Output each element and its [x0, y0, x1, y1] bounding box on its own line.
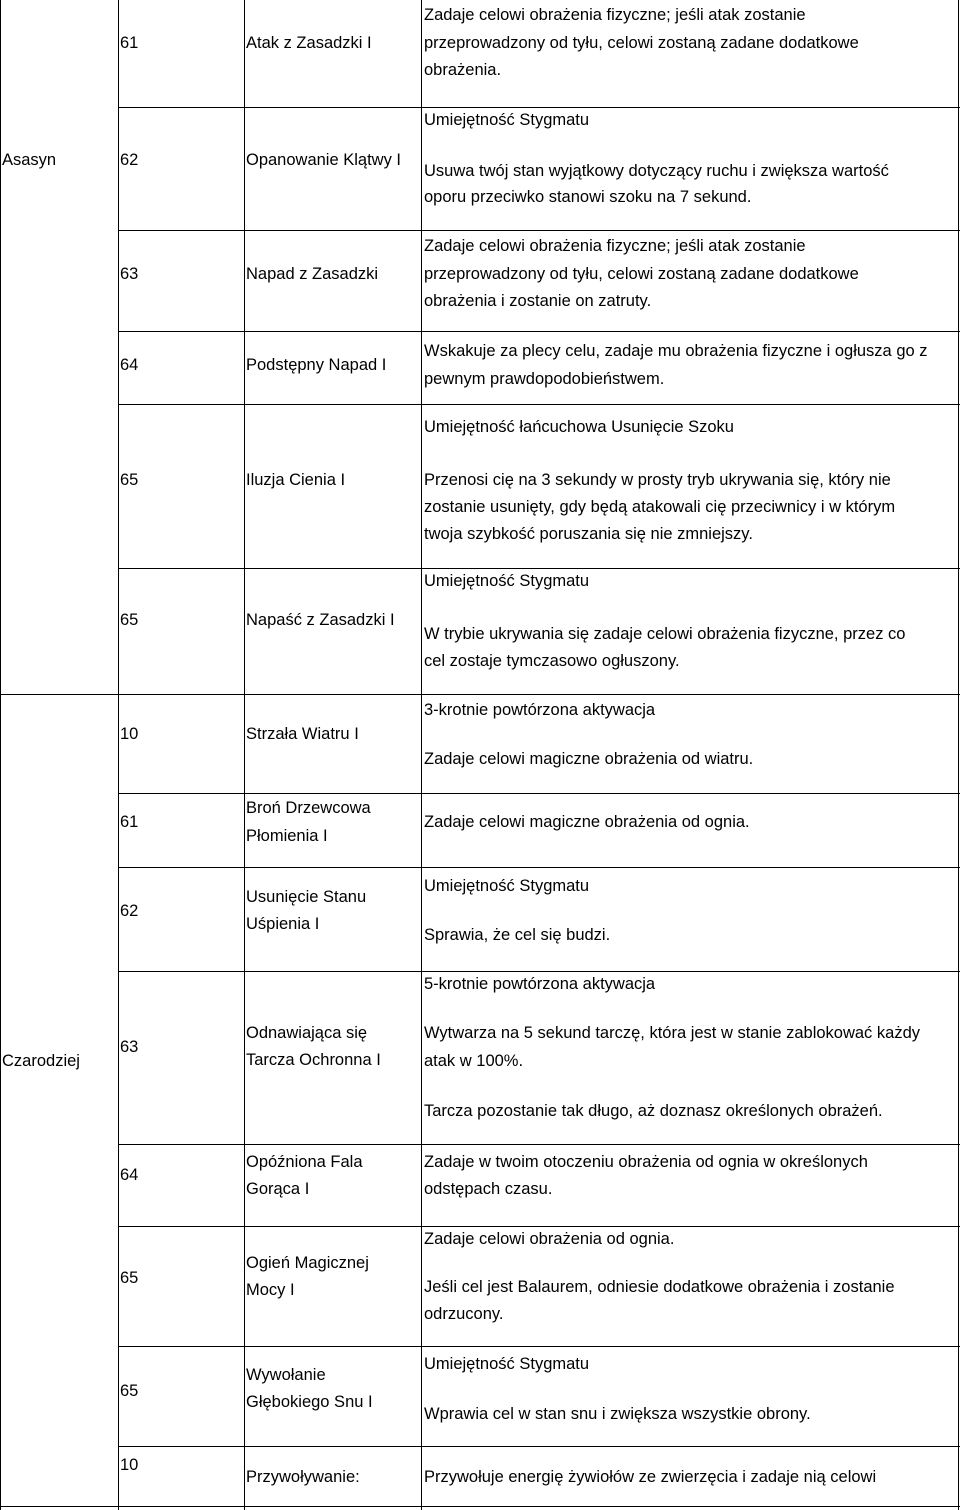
- table-bottom-border: [0, 1506, 960, 1507]
- skill-name: Opóźniona Fala: [246, 1153, 363, 1171]
- skill-name: Iluzja Cienia I: [246, 471, 346, 489]
- class-divider: [0, 694, 120, 695]
- skill-description: Sprawia, że cel się budzi.: [424, 926, 611, 944]
- level-cell: 65: [120, 1269, 139, 1287]
- level-cell: 65: [120, 471, 139, 489]
- skill-name: Tarcza Ochronna I: [246, 1051, 381, 1069]
- skill-name: Atak z Zasadzki I: [246, 34, 372, 52]
- skill-description: pewnym prawdopodobieństwem.: [424, 370, 665, 388]
- skill-name: Broń Drzewcowa: [246, 799, 371, 817]
- skill-name: Ogień Magicznej: [246, 1254, 369, 1272]
- level-cell: 64: [120, 1166, 139, 1184]
- table-left-border: [0, 0, 1, 1510]
- skill-name: Płomienia I: [246, 827, 328, 845]
- skill-description: 5-krotnie powtórzona aktywacja: [424, 975, 656, 993]
- skill-description: Przenosi cię na 3 sekundy w prosty tryb ukrywania się, który nie: [424, 471, 891, 489]
- level-cell: 61: [120, 34, 139, 52]
- skill-description: Umiejętność Stygmatu: [424, 572, 590, 590]
- skill-description: 3-krotnie powtórzona aktywacja: [424, 701, 656, 719]
- table-right-border: [958, 0, 959, 1510]
- skill-name: Napad z Zasadzki: [246, 265, 379, 283]
- skill-description: Wytwarza na 5 sekund tarczę, która jest w stanie zablokować każdy: [424, 1024, 920, 1042]
- skill-name: Wywołanie: [246, 1366, 326, 1384]
- level-cell: 63: [120, 265, 139, 283]
- skill-description: oporu przeciwko stanowi szoku na 7 sekund.: [424, 188, 752, 206]
- column-divider: [244, 0, 245, 1510]
- level-cell: 63: [120, 1038, 139, 1056]
- skill-name: Mocy I: [246, 1281, 295, 1299]
- skill-description: Zadaje w twoim otoczeniu obrażenia od ognia w określonych: [424, 1153, 868, 1171]
- skill-description: Wskakuje za plecy celu, zadaje mu obrażenia fizyczne i ogłusza go z: [424, 342, 928, 360]
- skill-description: Umiejętność Stygmatu: [424, 111, 590, 129]
- skill-name: Przywoływanie:: [246, 1468, 360, 1486]
- level-cell: 64: [120, 356, 139, 374]
- column-divider: [421, 0, 422, 1510]
- skill-name: Głębokiego Snu I: [246, 1393, 373, 1411]
- skill-description: W trybie ukrywania się zadaje celowi obrażenia fizyczne, przez co: [424, 625, 906, 643]
- skill-description: Zadaje celowi magiczne obrażenia od ognia.: [424, 813, 750, 831]
- skill-name: Podstępny Napad I: [246, 356, 387, 374]
- column-divider: [118, 0, 119, 1510]
- skill-description: przeprowadzony od tyłu, celowi zostaną zadane dodatkowe: [424, 265, 859, 283]
- class-name: Asasyn: [2, 151, 57, 169]
- level-cell: 61: [120, 813, 139, 831]
- class-name: Czarodziej: [2, 1052, 80, 1070]
- skill-description: Umiejętność Stygmatu: [424, 877, 590, 895]
- skill-description: Zadaje celowi obrażenia fizyczne; jeśli atak zostanie: [424, 237, 806, 255]
- level-cell: 10: [120, 1456, 139, 1474]
- skill-description: zostanie usunięty, gdy będą atakowali cię przeciwnicy i w którym: [424, 498, 896, 516]
- skill-description: obrażenia i zostanie on zatruty.: [424, 292, 652, 310]
- skill-description: Jeśli cel jest Balaurem, odniesie dodatkowe obrażenia i zostanie: [424, 1278, 895, 1296]
- level-cell: 65: [120, 1382, 139, 1400]
- level-cell: 62: [120, 902, 139, 920]
- skill-name: Opanowanie Klątwy I: [246, 151, 402, 169]
- skill-description: Przywołuje energię żywiołów ze zwierzęcia i zadaje nią celowi: [424, 1468, 877, 1486]
- skill-description: Umiejętność łańcuchowa Usunięcie Szoku: [424, 418, 734, 436]
- skill-description: atak w 100%.: [424, 1052, 524, 1070]
- skill-name: Napaść z Zasadzki I: [246, 611, 395, 629]
- skill-description: Zadaje celowi obrażenia od ognia.: [424, 1230, 675, 1248]
- skill-description: przeprowadzony od tyłu, celowi zostaną zadane dodatkowe: [424, 34, 859, 52]
- level-cell: 62: [120, 151, 139, 169]
- skill-name: Gorąca I: [246, 1180, 310, 1198]
- skill-name: Uśpienia I: [246, 915, 320, 933]
- skill-description: twoja szybkość poruszania się nie zmniejszy.: [424, 525, 753, 543]
- skill-description: Umiejętność Stygmatu: [424, 1355, 590, 1373]
- skill-name: Strzała Wiatru I: [246, 725, 359, 743]
- skill-description: odstępach czasu.: [424, 1180, 553, 1198]
- skill-description: Wprawia cel w stan snu i zwiększa wszystkie obrony.: [424, 1405, 811, 1423]
- skill-name: Usunięcie Stanu: [246, 888, 367, 906]
- skill-description: odrzucony.: [424, 1305, 504, 1323]
- skill-description: Zadaje celowi magiczne obrażenia od wiatru.: [424, 750, 754, 768]
- skill-description: Usuwa twój stan wyjątkowy dotyczący ruchu i zwiększa wartość: [424, 162, 889, 180]
- level-cell: 65: [120, 611, 139, 629]
- skill-description: Tarcza pozostanie tak długo, aż doznasz określonych obrażeń.: [424, 1102, 883, 1120]
- skill-description: cel zostaje tymczasowo ogłuszony.: [424, 652, 680, 670]
- skill-description: Zadaje celowi obrażenia fizyczne; jeśli atak zostanie: [424, 6, 806, 24]
- level-cell: 10: [120, 725, 139, 743]
- skill-name: Odnawiająca się: [246, 1024, 368, 1042]
- skill-description: obrażenia.: [424, 61, 502, 79]
